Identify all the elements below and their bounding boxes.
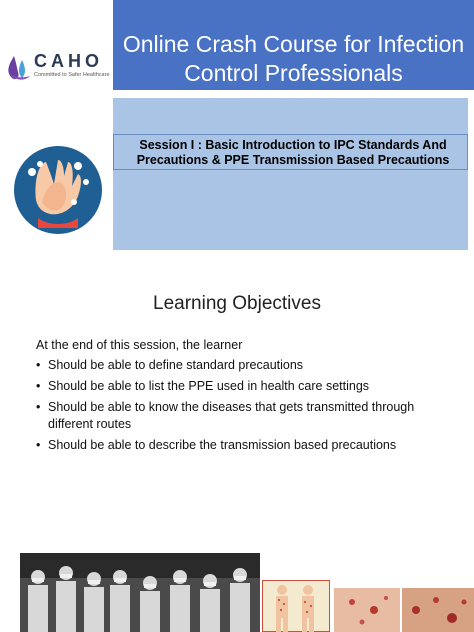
- logo-wordmark: CAHO: [34, 51, 103, 71]
- logo-tagline: Committed to Safer Healthcare: [34, 72, 110, 78]
- healthcare-workers-photo: [20, 553, 260, 632]
- session-title: Session I : Basic Introduction to IPC Standards And Precautions & PPE Transmission Based Precautions: [136, 138, 450, 167]
- objectives-intro: At the end of this session, the learner: [36, 338, 243, 352]
- skin-lesion-photo: [402, 588, 474, 632]
- objective-item: • Should be able to list the PPE used in health care settings: [36, 378, 456, 395]
- skin-lesion-photo: [334, 588, 400, 632]
- objectives-list: [36, 357, 456, 454]
- objective-item: • Should be able to describe the transmission based precautions: [36, 437, 456, 454]
- session-banner: [113, 98, 468, 250]
- objective-item: • Should be able to know the diseases that gets transmitted through different routes: [36, 399, 456, 433]
- body-rash-diagram: [262, 580, 330, 632]
- objectives-body: [36, 337, 456, 458]
- objective-item: • Should be able to define standard precautions: [36, 357, 456, 374]
- course-title: Online Crash Course for Infection Control Professionals: [122, 31, 465, 86]
- learning-objectives-heading: Learning Objectives: [153, 293, 321, 314]
- handwashing-icon: [8, 142, 108, 238]
